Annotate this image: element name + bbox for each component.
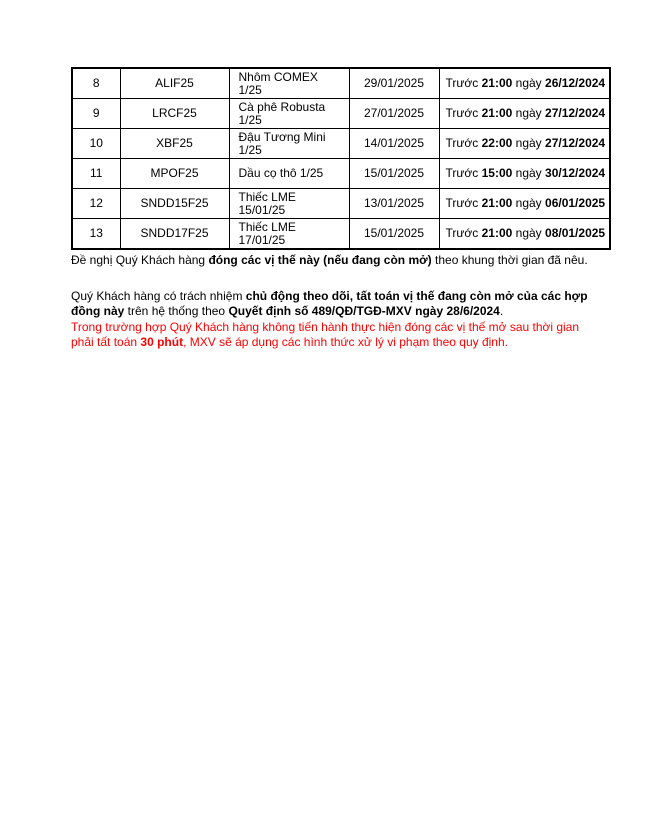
row-number: 12 (72, 189, 120, 219)
deadline-time: 22:00 (481, 136, 513, 150)
contract-name-line2: 1/25 (238, 142, 262, 157)
contract-code: SNDD15F25 (120, 189, 229, 219)
row-number: 13 (72, 219, 120, 250)
deadline-mid: ngày (512, 226, 546, 240)
deadline-time: 15:00 (481, 166, 513, 180)
expiry-date: 29/01/2025 (349, 68, 439, 99)
contract-name (229, 129, 349, 159)
contract-name (229, 189, 349, 219)
responsibility-note: Quý Khách hàng có trách nhiệm chủ động theo dõi, tất toán vị thế đang còn mở của các hợp đồng này trên hệ thống theo Quyết định số 489/QĐ/TGĐ-MXV ngày 28/6/2024. (71, 289, 588, 318)
deadline-prefix: Trước (445, 136, 482, 150)
close-positions-request: Đề nghị Quý Khách hàng đóng các vị thế này (nếu đang còn mở) theo khung thời gian đã nêu. (71, 253, 588, 267)
close-deadline (439, 189, 610, 219)
deadline-date: 27/12/2024 (545, 136, 606, 150)
deadline-prefix: Trước (445, 166, 482, 180)
contract-name-line1: Cà phê Robusta (238, 99, 326, 114)
deadline-mid: ngày (512, 166, 546, 180)
deadline-mid: ngày (512, 76, 546, 90)
contract-code: SNDD17F25 (120, 219, 229, 250)
table-row (72, 99, 610, 129)
deadline-date: 08/01/2025 (545, 226, 606, 240)
contract-name-line1: Thiếc LME (238, 219, 296, 234)
row-number: 8 (72, 68, 120, 99)
close-deadline (439, 159, 610, 189)
expiry-date: 15/01/2025 (349, 159, 439, 189)
deadline-date: 26/12/2024 (545, 76, 606, 90)
close-deadline (439, 219, 610, 250)
deadline-date: 06/01/2025 (545, 196, 606, 210)
expiry-date: 27/01/2025 (349, 99, 439, 129)
contract-name-line1: Thiếc LME (238, 189, 296, 204)
contract-name-line1: Dầu cọ thô 1/25 (238, 166, 324, 180)
table-row (72, 219, 610, 250)
violation-warning: Trong trường hợp Quý Khách hàng không tiến hành thực hiện đóng các vị thế mở sau thời gian phải tất toán 30 phút, MXV sẽ áp dụng các hình thức xử lý vi phạm theo quy định. (71, 320, 580, 349)
table-row (72, 68, 610, 99)
contract-code: MPOF25 (120, 159, 229, 189)
close-deadline (439, 99, 610, 129)
expiry-date: 15/01/2025 (349, 219, 439, 250)
contract-name (229, 219, 349, 250)
expiry-date: 13/01/2025 (349, 189, 439, 219)
contract-name-line1: Đậu Tương Mini (238, 129, 326, 144)
deadline-time: 21:00 (481, 76, 513, 90)
contract-code: LRCF25 (120, 99, 229, 129)
contract-name-line2: 17/01/25 (238, 232, 286, 247)
close-deadline (439, 68, 610, 99)
deadline-mid: ngày (512, 106, 546, 120)
row-number: 10 (72, 129, 120, 159)
contract-name-line2: 1/25 (238, 82, 262, 97)
deadline-date: 27/12/2024 (545, 106, 606, 120)
deadline-prefix: Trước (445, 226, 482, 240)
table-row (72, 129, 610, 159)
contract-name (229, 68, 349, 99)
deadline-time: 21:00 (481, 226, 513, 240)
contract-name-line1: Nhôm COMEX (238, 69, 318, 84)
deadline-date: 30/12/2024 (545, 166, 606, 180)
close-deadline (439, 129, 610, 159)
expiry-date: 14/01/2025 (349, 129, 439, 159)
table-row (72, 189, 610, 219)
contract-code: ALIF25 (120, 68, 229, 99)
deadline-mid: ngày (512, 196, 546, 210)
deadline-mid: ngày (512, 136, 546, 150)
row-number: 11 (72, 159, 120, 189)
deadline-prefix: Trước (445, 106, 482, 120)
contract-name (229, 99, 349, 129)
deadline-time: 21:00 (481, 106, 513, 120)
contract-name (229, 159, 349, 189)
contract-name-line2: 1/25 (238, 112, 262, 127)
table-row (72, 159, 610, 189)
contract-name-line2: 15/01/25 (238, 202, 286, 217)
deadline-table (71, 67, 611, 250)
contract-code: XBF25 (120, 129, 229, 159)
deadline-prefix: Trước (445, 76, 482, 90)
deadline-prefix: Trước (445, 196, 482, 210)
row-number: 9 (72, 99, 120, 129)
deadline-time: 21:00 (481, 196, 513, 210)
